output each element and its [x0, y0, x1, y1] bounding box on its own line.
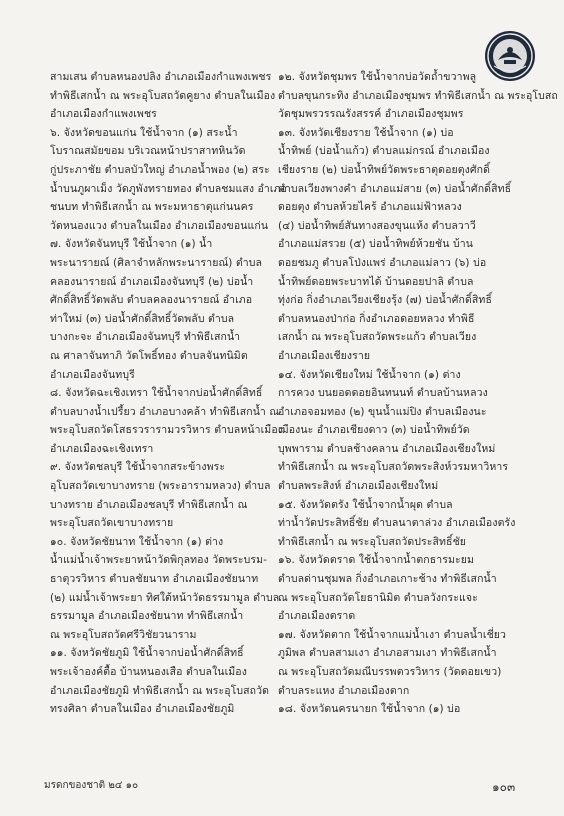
text-line: พระนารายณ์ (ศิลาจำหลักพระนารายณ์) ตำบล: [50, 256, 263, 269]
text-line: โบราณสมัยขอม บริเวณหน้าปราสาทหินวัด: [50, 145, 246, 158]
text-line: การควง บนยอดดอยอินทนนท์ ตำบลบ้านหลวง: [278, 387, 488, 400]
text-line: กู่ประภาชัย ตำบลบัวใหญ่ อำเภอน้ำพอง (๒) สระ: [50, 163, 270, 176]
text-line: วัดชุมพรวรรณรังสรรค์ อำเภอเมืองชุมพร: [278, 108, 464, 121]
text-line: พระอุโบสถวัดโสธรวรารามวรวิหาร ตำบลหน้าเมือง: [50, 424, 283, 437]
text-line: วัดหนองแวง ตำบลในเมือง อำเภอเมืองขอนแก่น: [50, 219, 269, 232]
text-line: ตำบลระแหง อำเภอเมืองตาก: [278, 684, 410, 697]
text-line: ๑๓. จังหวัดเชียงราย ใช้น้ำจาก (๑) บ่อ: [278, 126, 454, 139]
text-line: ทำพิธีเสกน้ำ ณ พระอุโบสถวัดประสิทธิ์ชัย: [278, 535, 467, 548]
text-line: เมืองนะ อำเภอเชียงดาว (๓) บ่อน้ำทิพย์วัด: [278, 424, 470, 437]
text-line: ๑๖. จังหวัดตราด ใช้น้ำจากน้ำตกธารมะยม: [278, 554, 474, 567]
text-line: ณ พระอุโบสถวัดโยธานิมิต ตำบลวังกระแจะ: [278, 591, 478, 604]
text-line: ทรงศิลา ตำบลในเมือง อำเภอเมืองชัยภูมิ: [50, 703, 235, 716]
text-line: น้ำแม่น้ำเจ้าพระยาหน้าวัดพิกุลทอง วัดพระบรม-: [50, 554, 268, 567]
text-line: อำเภอเมืองเชียงราย: [278, 349, 371, 362]
text-line: ณ ศาลาจันทาภิ วัดโพธิ์ทอง ตำบลจันทนิมิต: [50, 349, 248, 362]
text-line: ทุ่งก่อ กิ่งอำเภอเวียงเชียงรุ้ง (๗) บ่อน้ำศักดิ์สิทธิ์: [278, 294, 492, 307]
text-line: ตำบลเวียงพางคำ อำเภอแม่สาย (๓) บ่อน้ำศักดิ์สิทธิ์: [278, 182, 512, 195]
text-line: คลองนารายณ์ อำเภอเมืองจันทบุรี (๒) บ่อน้ำ: [50, 275, 254, 288]
text-line: ๑๗. จังหวัดตาก ใช้น้ำจากแม่น้ำเงา ตำบลน้ำเชี่ยว: [278, 628, 507, 641]
text-line: บางทราย อำเภอเมืองชลบุรี ทำพิธีเสกน้ำ ณ: [50, 498, 248, 511]
text-line: อำเภอเมืองจันทบุรี: [50, 368, 135, 381]
text-line: ๑๐. จังหวัดชัยนาท ใช้น้ำจาก (๑) ต่าง: [50, 535, 224, 548]
text-line: ตำบลด่านชุมพล กิ่งอำเภอเกาะช้าง ทำพิธีเสกน้ำ: [278, 573, 497, 586]
text-line: ตำบลพระสิงห์ อำเภอเมืองเชียงใหม่: [278, 480, 439, 493]
text-line: (๒) แม่น้ำเจ้าพระยา ทิศใต้หน้าวัดธรรมามูล ตำบล: [50, 591, 280, 604]
page-number: ๑๐๓: [492, 780, 516, 794]
text-line: อำเภอเมืองกำแพงเพชร: [50, 108, 157, 121]
text-line: อำเภอเมืองชัยภูมิ ทำพิธีเสกน้ำ ณ พระอุโบสถวัด: [50, 684, 270, 697]
text-line: อำเภอแม่สรวย (๕) บ่อน้ำทิพย์ห้วยชัน บ้าน: [278, 238, 474, 251]
text-line: ๑๘. จังหวัดนครนายก ใช้น้ำจาก (๑) บ่อ: [278, 703, 461, 716]
text-line: ๖. จังหวัดขอนแก่น ใช้น้ำจาก (๑) สระน้ำ: [50, 126, 238, 139]
text-line: บุพพาราม ตำบลช้างคลาน อำเภอเมืองเชียงใหม่: [278, 442, 496, 455]
text-line: (๔) บ่อน้ำทิพย์สันทางสองขุนแห้ง ตำบลวาวี: [278, 219, 476, 232]
text-line: พระอุโบสถวัดเขาบางทราย: [50, 517, 174, 530]
text-line: ณ พระอุโบสถวัดมณีบรรพตวรวิหาร (วัดดอยเขว): [278, 666, 502, 678]
text-line: อำเภอจอมทอง (๒) ขุนน้ำแม่ปิง ตำบลเมืองนะ: [278, 405, 487, 418]
text-line: ดอยชมภู ตำบลโป่งแพร่ อำเภอแม่ลาว (๖) บ่อ: [278, 256, 487, 269]
text-line: ๘. จังหวัดฉะเชิงเทรา ใช้น้ำจากบ่อน้ำศักดิ์สิทธิ์: [50, 387, 263, 400]
text-line: ตำบลขุนกระทิง อำเภอเมืองชุมพร ทำพิธีเสกน้ำ ณ พระอุโบสถ: [278, 89, 558, 102]
text-line: น้ำทิพย์ดอยพระบาทได้ บ้านดอยปาลิ ตำบล: [278, 275, 474, 288]
text-line: ๑๑. จังหวัดชัยภูมิ ใช้น้ำจากบ่อน้ำศักดิ์สิทธิ์: [50, 647, 244, 660]
text-line: ณ พระอุโบสถวัดศรีวิชัยวนาราม: [50, 628, 197, 641]
text-line: ภูมิพล ตำบลสามเงา อำเภอสามเงา ทำพิธีเสกน้ำ: [278, 647, 497, 660]
footer-publication: มรดกของชาติ ๒๔ ๑๐: [44, 780, 139, 791]
text-line: ชนบท ทำพิธีเสกน้ำ ณ พระมหาธาตุแก่นนคร: [50, 201, 254, 214]
text-line: ๑๔. จังหวัดเชียงใหม่ ใช้น้ำจาก (๑) ต่าง: [278, 368, 461, 381]
text-line: อำเภอเมืองฉะเชิงเทรา: [50, 442, 154, 455]
text-line: ๑๒. จังหวัดชุมพร ใช้น้ำจากบ่อวัดถ้ำขวาพลู: [278, 71, 477, 83]
text-line: บางกะจะ อำเภอเมืองจันทบุรี ทำพิธีเสกน้ำ: [50, 331, 241, 344]
text-line: อำเภอเมืองตราด: [278, 610, 356, 623]
text-line: ดอยตุง ตำบลห้วยไคร้ อำเภอแม่ฟ้าหลวง: [278, 201, 462, 214]
text-line: ธรรมามูล อำเภอเมืองชัยนาท ทำพิธีเสกน้ำ: [50, 610, 244, 623]
text-line: ๑๕. จังหวัดตรัง ใช้น้ำจากน้ำผุด ตำบล: [278, 498, 453, 511]
left-text-column: [50, 68, 285, 719]
text-line: ท่าน้ำวัดประสิทธิ์ชัย ตำบลนาตาล่วง อำเภอเมืองตรัง: [278, 517, 516, 530]
text-line: ทำพิธีเสกน้ำ ณ พระอุโบสถวัดพระสิงห์วรมหาวิหาร: [278, 461, 509, 474]
text-line: น้ำบนภูผาเม็ง วัดภูพังทรายทอง ตำบลชมแสง อำเภอ: [50, 182, 287, 195]
text-line: ตำบลบางน้ำเปรี้ยว อำเภอบางคล้า ทำพิธีเสกน้ำ ณ: [50, 405, 280, 418]
text-line: ศักดิ์สิทธิ์วัดพลับ ตำบลคลองนารายณ์ อำเภอ: [50, 294, 253, 307]
text-line: ธาตุวรวิหาร ตำบลชัยนาท อำเภอเมืองชัยนาท: [50, 573, 259, 586]
text-line: สามเสน ตำบลหนองปลิง อำเภอเมืองกำแพงเพชร: [50, 71, 272, 83]
text-line: ท่าใหม่ (๓) บ่อน้ำศักดิ์สิทธิ์วัดพลับ ตำบล: [50, 312, 235, 325]
text-line: ๗. จังหวัดจันทบุรี ใช้น้ำจาก (๑) น้ำ: [50, 238, 213, 251]
text-line: เสกน้ำ ณ พระอุโบสถวัดพระแก้ว ตำบลเวียง: [278, 331, 477, 344]
text-line: อุโบสถวัดเขาบางทราย (พระอารามหลวง) ตำบล: [50, 480, 271, 493]
text-line: พระเจ้าองค์ตื้อ บ้านหนองเสือ ตำบลในเมือง: [50, 666, 247, 678]
text-line: ทำพิธีเสกน้ำ ณ พระอุโบสถวัดคูยาง ตำบลในเมือง: [50, 89, 276, 102]
right-text-column: [278, 68, 558, 719]
text-line: น้ำทิพย์ (บ่อน้ำแก้ว) ตำบลแม่กรณ์ อำเภอเมือง: [278, 145, 490, 158]
text-line: ตำบลหนองป่าก่อ กิ่งอำเภอดอยหลวง ทำพิธี: [278, 312, 475, 325]
text-line: ๙. จังหวัดชลบุรี ใช้น้ำจากสระข้างพระ: [50, 461, 226, 474]
text-line: เชียงราย (๒) บ่อน้ำทิพย์วัดพระธาตุดอยตุงศักดิ์: [278, 163, 491, 176]
